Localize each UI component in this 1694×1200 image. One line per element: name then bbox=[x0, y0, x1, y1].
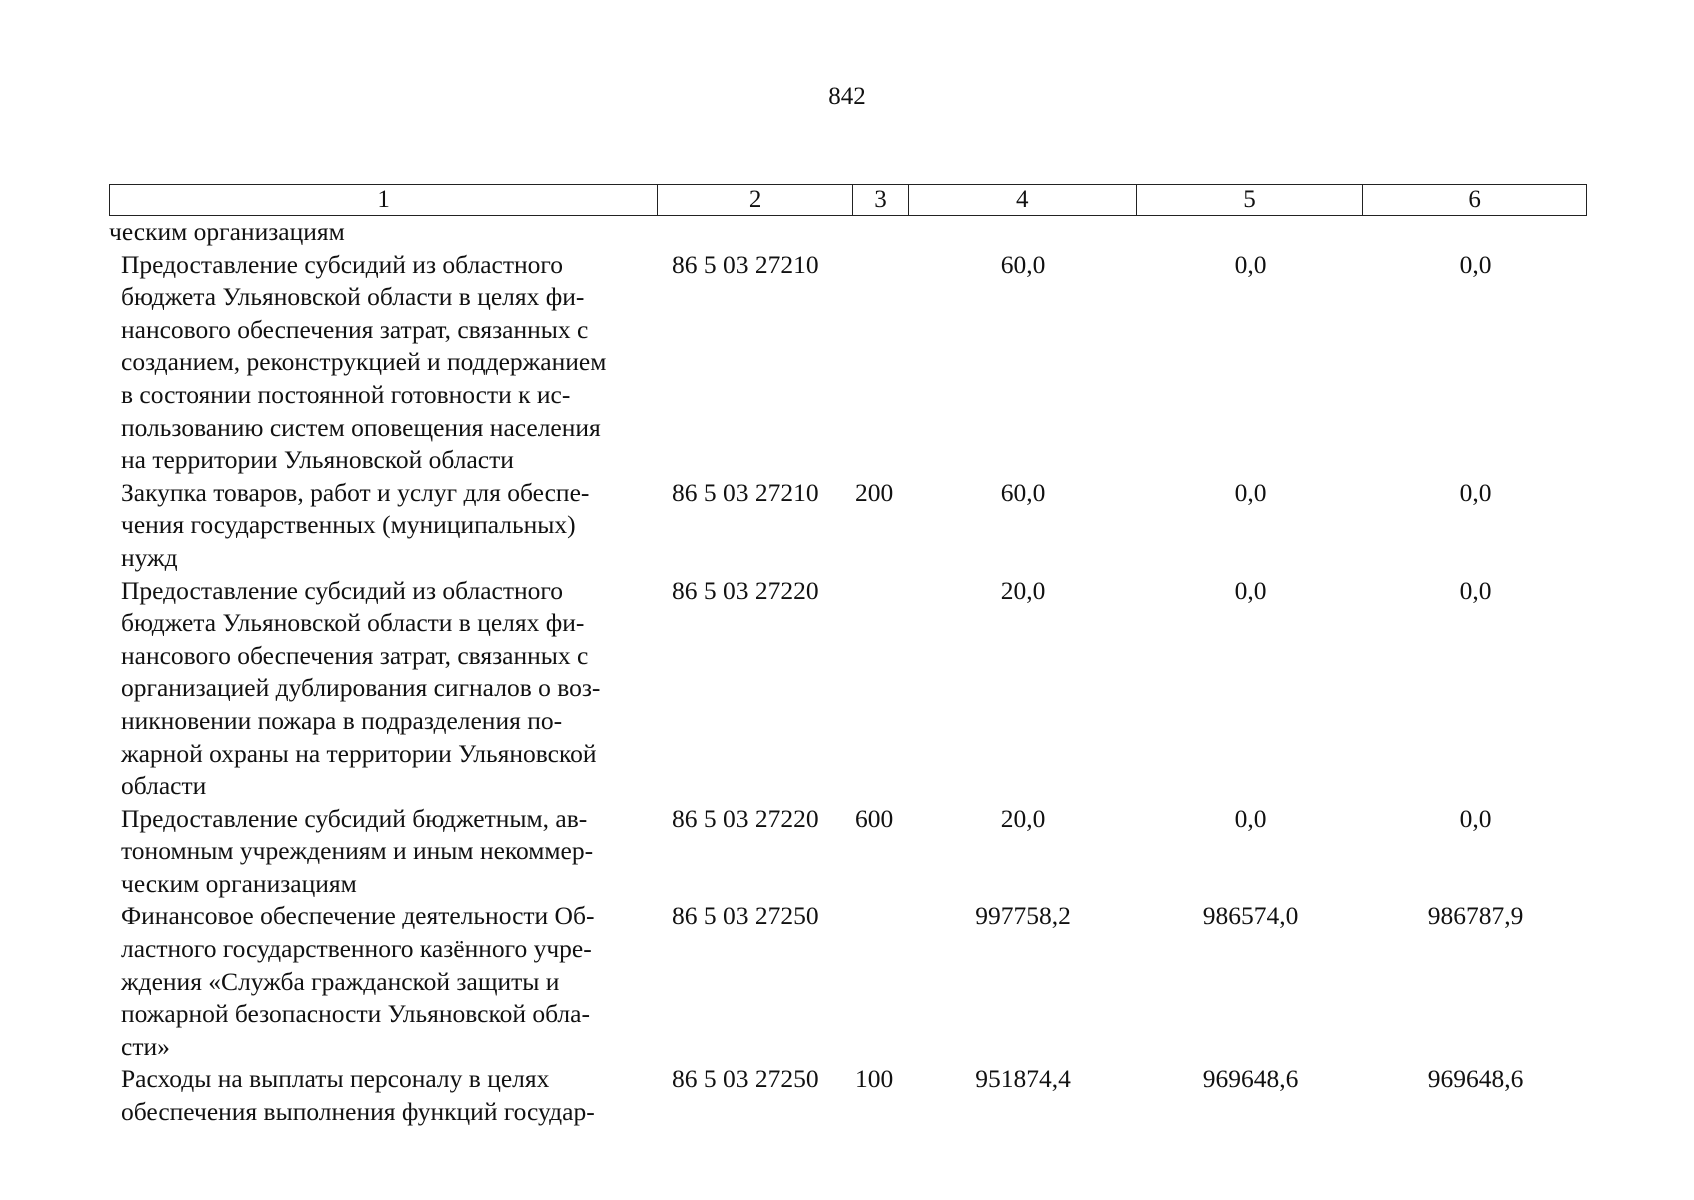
table-row bbox=[109, 575, 1587, 803]
row-value-col4 bbox=[909, 216, 1137, 249]
description-line: Финансовое обеспечение деятельности Об- bbox=[121, 901, 595, 931]
header-col-3: 3 bbox=[853, 185, 909, 215]
description-line: Закупка товаров, работ и услуг для обеспе- bbox=[121, 477, 590, 507]
row-expense-type: 200 bbox=[855, 477, 894, 507]
description-line: Предоставление субсидий из областного bbox=[121, 249, 563, 279]
table-header-row bbox=[109, 184, 1587, 216]
row-description bbox=[109, 900, 658, 1063]
row-value-col6: 0,0 bbox=[1459, 477, 1492, 507]
row-description bbox=[109, 249, 658, 477]
row-value-col4: 60,0 bbox=[1000, 249, 1046, 279]
header-col-4: 4 bbox=[909, 185, 1137, 215]
row-description bbox=[109, 803, 658, 901]
row-value-col5: 0,0 bbox=[1234, 249, 1267, 279]
row-description bbox=[109, 477, 658, 575]
row-value-col5: 0,0 bbox=[1234, 477, 1267, 507]
table-row bbox=[109, 900, 1587, 1063]
row-value-col5: 986574,0 bbox=[1202, 901, 1299, 931]
row-value-col5 bbox=[1137, 216, 1364, 249]
description-line: Расходы на выплаты персоналу в целях bbox=[121, 1064, 550, 1094]
row-value-col4: 60,0 bbox=[1000, 477, 1046, 507]
description-line: Предоставление субсидий бюджетным, ав- bbox=[121, 803, 588, 833]
row-value-col5: 0,0 bbox=[1234, 803, 1267, 833]
description-line: нужд bbox=[121, 542, 178, 572]
row-value-col6: 0,0 bbox=[1459, 575, 1492, 605]
description-line: организацией дублирования сигналов о воз- bbox=[121, 673, 601, 703]
description-line: созданием, реконструкцией и поддержанием bbox=[121, 347, 607, 377]
row-expense-type bbox=[853, 575, 909, 803]
row-description bbox=[109, 1063, 658, 1128]
row-description bbox=[109, 216, 658, 249]
row-expense-type: 100 bbox=[855, 1064, 894, 1094]
header-col-1: 1 bbox=[110, 185, 658, 215]
row-code: 86 5 03 27210 bbox=[672, 477, 819, 507]
table-row bbox=[109, 249, 1587, 477]
description-line: сти» bbox=[121, 1031, 170, 1061]
row-expense-type bbox=[853, 249, 909, 477]
row-expense-type bbox=[853, 216, 909, 249]
row-value-col4: 997758,2 bbox=[975, 901, 1071, 931]
description-line: ческим организациям bbox=[109, 217, 345, 246]
row-value-col5: 969648,6 bbox=[1202, 1064, 1299, 1094]
row-value-col6: 0,0 bbox=[1459, 249, 1492, 279]
description-line: в состоянии постоянной готовности к ис- bbox=[121, 379, 571, 409]
row-value-col4: 20,0 bbox=[1000, 575, 1046, 605]
description-line: нансового обеспечения затрат, связанных с bbox=[121, 640, 589, 670]
description-line: нансового обеспечения затрат, связанных с bbox=[121, 314, 589, 344]
row-code: 86 5 03 27210 bbox=[672, 249, 819, 279]
description-line: пользованию систем оповещения населения bbox=[121, 412, 601, 442]
table-row bbox=[109, 803, 1587, 901]
description-line: бюджета Ульяновской области в целях фи- bbox=[121, 282, 585, 312]
row-expense-type bbox=[853, 900, 909, 1063]
row-value-col4: 951874,4 bbox=[975, 1064, 1071, 1094]
table-row bbox=[109, 216, 1587, 249]
row-value-col6: 986787,9 bbox=[1427, 901, 1524, 931]
page-number: 842 bbox=[828, 83, 866, 110]
row-code: 86 5 03 27250 bbox=[672, 1064, 819, 1094]
row-expense-type: 600 bbox=[855, 803, 894, 833]
description-line: чения государственных (муниципальных) bbox=[121, 510, 576, 540]
description-line: Предоставление субсидий из областного bbox=[121, 575, 563, 605]
description-line: области bbox=[121, 771, 207, 801]
table-body bbox=[109, 216, 1587, 1129]
row-value-col6: 0,0 bbox=[1459, 803, 1492, 833]
row-value-col5: 0,0 bbox=[1234, 575, 1267, 605]
row-code: 86 5 03 27220 bbox=[672, 803, 819, 833]
description-line: тономным учреждениям и иным некоммер- bbox=[121, 836, 594, 866]
header-col-5: 5 bbox=[1137, 185, 1364, 215]
description-line: никновении пожара в подразделения по- bbox=[121, 705, 563, 735]
row-code: 86 5 03 27220 bbox=[672, 575, 819, 605]
description-line: ждения «Служба гражданской защиты и bbox=[121, 966, 560, 996]
row-value-col4: 20,0 bbox=[1000, 803, 1046, 833]
description-line: ластного государственного казённого учре- bbox=[121, 934, 592, 964]
header-col-2: 2 bbox=[658, 185, 853, 215]
row-value-col6: 969648,6 bbox=[1427, 1064, 1524, 1094]
row-code: 86 5 03 27250 bbox=[672, 901, 819, 931]
description-line: бюджета Ульяновской области в целях фи- bbox=[121, 608, 585, 638]
description-line: ческим организациям bbox=[121, 868, 357, 898]
table-row bbox=[109, 477, 1587, 575]
row-code bbox=[658, 216, 853, 249]
table-row bbox=[109, 1063, 1587, 1128]
row-description bbox=[109, 575, 658, 803]
row-value-col6 bbox=[1364, 216, 1587, 249]
description-line: пожарной безопасности Ульяновской обла- bbox=[121, 999, 590, 1029]
description-line: на территории Ульяновской области bbox=[121, 445, 514, 475]
description-line: жарной охраны на территории Ульяновской bbox=[121, 738, 597, 768]
header-col-6: 6 bbox=[1468, 186, 1481, 213]
description-line: обеспечения выполнения функций государ- bbox=[121, 1097, 595, 1127]
